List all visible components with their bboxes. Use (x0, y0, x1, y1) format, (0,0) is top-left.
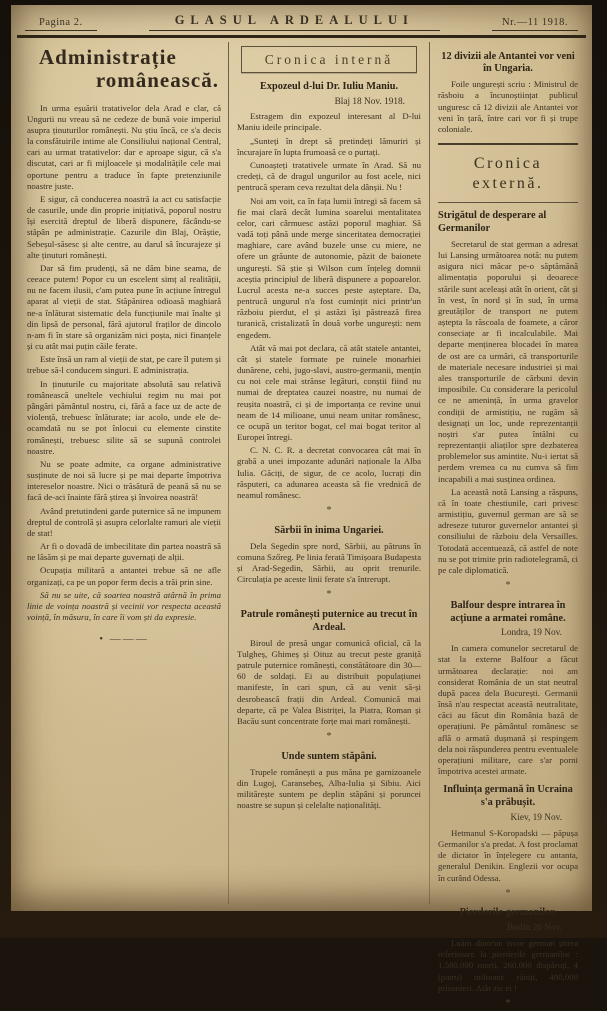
column-right (430, 42, 586, 1009)
article-body (237, 541, 421, 586)
paragraph: C. N. C. R. a decretat convocarea cât mai în grabă a unei impozante adunări naționale la Alba Iulia. Găciți, de sigur, de ce acolo, lucrați din răsputeri, ca adunarea aceasta să fie vrednică de neamul românesc. (237, 445, 421, 500)
dateline: Kiev, 19 Nov. (510, 813, 562, 824)
section-rule (438, 143, 578, 145)
article-heading-12-divizii: 12 divizii ale Antantei vor veni în Ungaria. (441, 50, 575, 75)
dateline: Berlin 20 Nov. (507, 923, 562, 934)
article-body (438, 79, 578, 135)
paragraph: Dar să fim prudenți, să ne dăm bine seama, de ceeace putem! Popor cu un escelent simț al realității, nu ne facem ilusii, c'am putea pune în acțiune întregul aparat al vieții de stat. Stăpănirea odioasă maghiară ne-a înlăturat sistematic dela funcțiunile mai înalte și din lipsă de personal, fără ajutorul fraților de dincolo n-am fi în stare să organizăm nici poșta, nici finanțele și cu atât mai puțin căile ferate. (27, 262, 221, 352)
paragraph: „Sunteți în drept să pretindeți lămuriri și încurajare în lupta frumoasă ce o purtați. (237, 135, 421, 157)
paragraph: Să nu se uite, că soartea noastră atârnă în prima linie de voința noastră și vecinii vor respecta această voință, în măsura, în care îi vom ști da expresie. (27, 589, 221, 623)
title-line-2: românească. (95, 68, 219, 93)
end-divider: • ——— (99, 633, 149, 646)
issue-number: Nr.—11 1918. (492, 17, 578, 31)
article-body (237, 638, 421, 727)
article-body (27, 103, 221, 624)
paragraph: Foile ungurești scriu : Ministrul de răsboiu a încunoștiințat publicul unguresc că 12 divizii ale Antantei vor veni în țară, între cari vor fi și trupe coloniale. (438, 79, 578, 134)
paragraph: Dela Segedin spre nord, Sărbii, au pătruns în comuna Szőreg. Pe linia ferată Timișoara Budapesta și Arad-Segedin, Sărbii, au oprit trenurile. Circulația pe aceste linii ferate s'a întrerupt. (237, 540, 421, 585)
page-header (11, 5, 592, 34)
paragraph: Noi am voit, ca în fața lumii întregi să facem să fie mai clară decât lumina soarelui mentalitatea celor, cari cârmuesc astăzi poporul maghiar. Să vadă toți până unde merge sinceritatea democrației maghiare, care având buzele unse cu miere, ne ofere un grăunte de autonomie, păzit de baionete ungurești. Să știe și Wilson cum înțeleg domnii aceștia principiul de liberă dispunere a popoarelor. Lucrul acesta ne-a succes peste așteptare. Da, pentrucă ungurul n'a fost cumințit nici printr'un războiu pierdut, el și astăzi își păstrează firea turanică, cristalizată în două vorbe ungurești: nem engedem. (237, 195, 421, 340)
paragraph: Atât vă mai pot declara, că atât statele antantei, cât și statele formate pe ruinele monarhiei dunărene, cehi, jugo-slavi, austro-germanii, mențin cu noi cele mai strănse legături, conștii fiind nu numai de dreptatea cauzei noastre, nu numai de reușita noastră, ci și de importanța ce revine unui neam de 14 milioane, unui neam unitar românesc, ce ocupă un teritor bogat, cel mai bogat teritor al Europei întregi. (237, 342, 421, 443)
article-heading-unde-suntem: Unde suntem stăpâni. (281, 750, 377, 762)
article-heading-influinta-germana: Influința germană în Ucraina s'a prăbușit. (443, 784, 573, 809)
article-heading-pierderile: Pierderile germanilor. (459, 907, 557, 919)
article-body (438, 828, 578, 884)
paragraph: Ocupația militară a antantei trebue să ne afle organizați, ca pe un popor ferm decis a trăi prin sine. (27, 565, 221, 587)
paragraph: Cunoașteți tratativele urmate în Arad. Să nu credeți, că de dragul ungurilor au fost acele, nici pentrucă speram ceva rezultat dela dânșii. Nu ! (237, 159, 421, 193)
paragraph: Trupele românești a pus măna pe garnizoanele din Lugoj, Caransebeș, Alba-Iulia și Sibiu. Aici militărește suntem pe deplin stăpâni și poruncei noastre se supun și celelalte naționalități. (237, 766, 421, 811)
article-separator: * (326, 731, 332, 743)
article-heading-patrule: Patrule românești puternice au trecut în Ardeal. (240, 609, 418, 633)
article-body (237, 767, 421, 812)
section-title-cronica-interna: Cronica internă (241, 46, 417, 73)
paragraph: Nu se poate admite, ca organe administrative susținute de noi să lucre și pe mai departe împotriva intereselor noastre. Nici o trăsătură de peană să nu se facă de-aci înainte fără știrea și învoirea noastră! (27, 458, 221, 503)
column-middle (229, 42, 429, 904)
dateline: Londra, 19 Nov. (501, 628, 562, 639)
article-separator: * (505, 887, 511, 899)
article-heading-strigatul: Strigătul de desperare al Germanilor (438, 210, 547, 235)
article-separator: * (326, 505, 332, 517)
article-body (438, 643, 578, 777)
dateline: Blaj 18 Nov. 1918. (334, 96, 405, 107)
paragraph: Este însă un ram al vieții de stat, pe care îl putem și trebue să-l conducem singuri. E administrația. (27, 354, 222, 376)
paragraph: Având pretutindeni garde puternice să ne impunem dreptul de controlă și asupra celorlalte ramuri ale vieții de stat! (27, 505, 221, 538)
paragraph: Biroul de presă ungar comunică oficial, că la Tulgheș, Ghimeș și Oituz au trecut peste graniță patrule puternice românești, constătătoare din 30—60 de soldați. Ei au distribuit populațiunei manifeste, în cari spun, că au venit să-și desrobească frații din Ardeal. Comunică mai departe, că pe Valea Bistriței, la Piatra, Roman și Bacău sunt concentrate forțe mai mari românești. (237, 637, 421, 726)
title-line-1: Administrație (39, 44, 177, 69)
article-body (438, 239, 578, 576)
page-number: Pagina 2. (25, 17, 97, 31)
article-body (438, 938, 578, 994)
paragraph: E sigur, că conducerea noastră ia act cu satisfacție de casurile, unde din proprie inițiativă, poporul nostru își esercită dreptul de liberă dispunere, făcându-se stăpân pe administrație. Cazurile din Blaj, Orăștie, Sebeșul-săsesc și alte centre, au darul să încurajeze și alte ținuturi românești. (27, 193, 221, 260)
paragraph: Hetmanul S-Koropadski — păpușa Germanilor s'a predat. A fost proclamat de dictator în înțelegere cu antanta, generalul Denikin. Englezii vor ocupa în curând Odessa. (438, 827, 578, 883)
article-heading-sarbii: Sărbii în inima Ungariei. (274, 524, 384, 536)
page-columns (11, 38, 592, 1009)
article-body (237, 111, 421, 501)
section-title-cronica-externa: Cronica externă. (472, 154, 544, 192)
article-heading-balfour: Balfour despre intrarea în acțiune a armatei române. (450, 599, 566, 624)
article-separator: * (505, 580, 511, 592)
paragraph: In ținuturile cu majoritate absolută sau relativă românească uneltele vechiului regim nu mai pot pângări pământul nostru, ci, fără a face uz de acte de violență, trebuesc înlăturate; iar acolo, unde ele de-ocamdată nu se pot înlocui cu elemente cinstite românești, trebuesc silite să se supună controlei noastre. (27, 378, 221, 456)
newspaper-page (11, 5, 592, 1009)
section-underline (438, 202, 578, 203)
article-separator: * (326, 589, 332, 601)
article-heading-expozeul-maniu: Expozeul d-lui Dr. Iuliu Maniu. (259, 80, 399, 92)
paragraph: In camera comunelor secretarul de stat la externe Balfour a făcut următoarea declarație: noi am considerat România de un stat neutral după pacea dela București. Germanii însă n'au respectat această neutralitate, căci au făcut din România bază de operațiuni. Pe pământul românesc se află o armată dușmană și respingem dela noi răspunderea pentru eventualele operațiuni militare, care s'ar porni împotriva acestei armate. (438, 643, 578, 777)
article-title-administratie (27, 46, 221, 93)
paragraph: Ar fi o dovadă de imbecilitate din partea noastră să ne lăsăm și pe mai departe guvernați de alții. (27, 541, 221, 563)
paragraph: Luăm dintr'un isvor german știrea referitoare la pierderile germanilor : 1.580.000 morți, 260,000 dispăruți, 4 (patru) milioane răniți, 490,000 prisonieri. Atât zic ei ! (438, 938, 578, 993)
paragraph: Secretarul de stat german a adresat lui Lansing următoarea notă: nu putem asigura nici măcar pe-o săptămănă alimentația poporului și deoarece stările sunt aceleași atât în orient, cât și în vest, în nord și în sud, în urma greutăților de transport ne putem aștepta la răscoala de foamete, a căror conseciațe ar fi incalculabile. Mai departe menținerea blocadei în marea de ost are ca urmări, că transporturile de materiale necesare industriei și mai ales transporturile de cărbuni devin imposibile. Cu considerare la pericolul ce ne amenință, în urma gravelor condiții de armistițiu, ne rugăm să designați un loc, unde reprezentanții noștri s'ar putea întălni cu reprezentanții aliaților spre dezbaterea problemelor sus amintite. Nu-i iertat să perdem vremea ca nu cumva să fim incapabili a mai susținea ordinea. (438, 238, 578, 484)
paragraph: La această notă Lansing a răspuns, că în toate chestiunile, cari privesc armistițiu, guvernul german are să se adreseze tuturor guvernelor antantei și consiliului de războiu dela Versailles. Totodată accentuează, că astfel de note nu se pot trimite prin radiotelegramă, ci pe cale diplomatică. (438, 486, 578, 575)
paragraph: Estragem din expozeul interesant al D-lui Maniu ideile principale. (237, 111, 421, 133)
article-separator: * (505, 997, 511, 1009)
column-left (17, 42, 228, 904)
masthead-title: GLASUL ARDEALULUI (149, 13, 440, 31)
paragraph: In urma eșuării tratativelor dela Arad e clar, că Ungurii nu vreau să ne cedeze de bună voie imperiul asupra ținuturilor românești. Nu știu încă, ce s'a decis la consfătuirile intime ale Consiliului național Central, cari au urmat tratativelor: dar e aproape sigur, că s'a discutat, cari ar fi mijloacele și modalitățile cele mai oportune pentru a traduce în fapte pretenziunile noastre juste. (27, 102, 221, 191)
